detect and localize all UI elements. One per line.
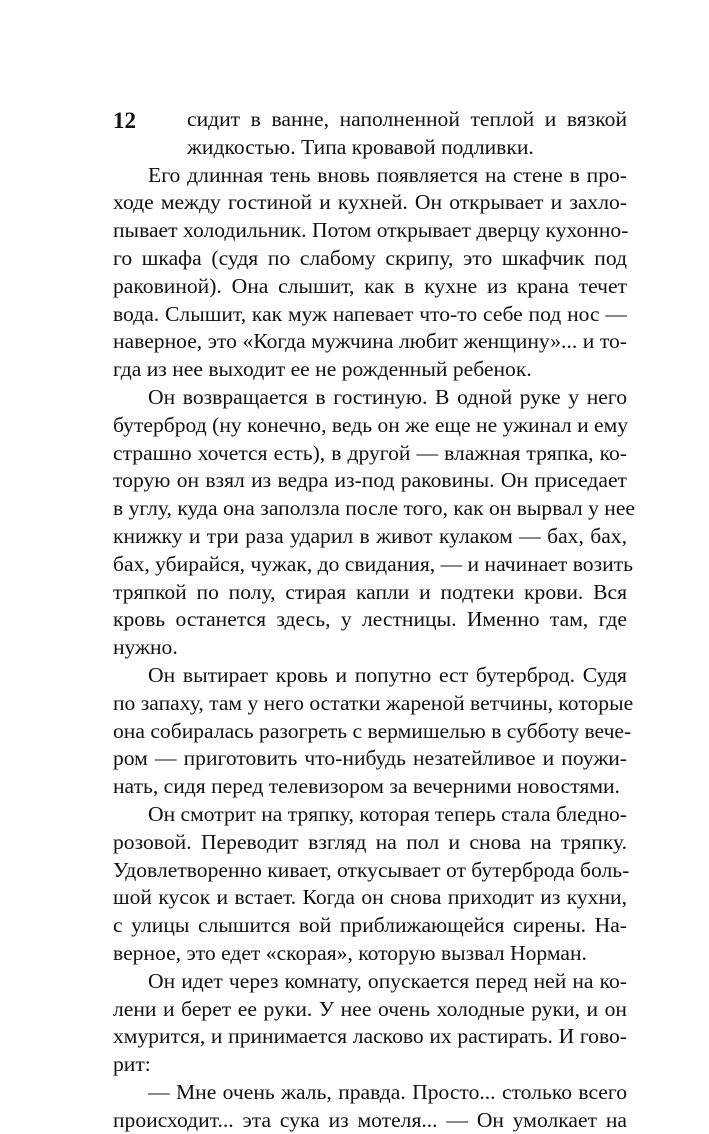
text-line: происходит... эта сука из мотеля... — Он умолкает на <box>113 1107 627 1132</box>
text-line: Его длинная тень вновь появляется на стене в про- <box>148 162 627 187</box>
text-line: сидит в ванне, наполненной теплой и вязкой <box>187 107 627 131</box>
text-line: Он смотрит на тряпку, которая теперь стала бледно- <box>148 801 627 826</box>
text-line: — Мне очень жаль, правда. Просто... столько всего <box>148 1079 627 1104</box>
text-line: жидкостью. Типа кровавой подливки. <box>187 134 534 159</box>
text-line: бутерброд (ну конечно, ведь он же еще не ужинал и ему <box>113 412 629 437</box>
page-number: 12 <box>113 108 136 133</box>
text-line: торую он взял из ведра из-под раковины. Он приседает <box>113 468 627 493</box>
body-text <box>113 106 636 1134</box>
text-line: пывает холодильник. Потом открывает дверцу кухонно- <box>113 218 629 243</box>
text-line: верное, это едет «скорая», которую вызвал Норман. <box>113 940 587 965</box>
text-line: раковиной). Она слышит, как в кухне из крана течет <box>113 273 627 298</box>
text-line: вода. Слышит, как муж напевает что-то себе под нос — <box>113 301 627 326</box>
text-line: Он идет через комнату, опускается перед ней на ко- <box>148 968 627 993</box>
text-line: нать, сидя перед телевизором за вечерними новостями. <box>113 774 620 799</box>
text-line: розовой. Переводит взгляд на пол и снова на тряпку. <box>113 829 627 854</box>
text-line: страшно хочется есть), в другой — влажная тряпка, ко- <box>113 440 627 465</box>
text-line: по запаху, там у него остатки жареной ветчины, которые <box>113 690 634 715</box>
text-line: рит: <box>113 1052 151 1077</box>
text-line: шой кусок и встает. Когда он снова приходит из кухни, <box>113 885 627 910</box>
text-line: ром — приготовить что-нибудь незатейливое и поужи- <box>113 746 627 771</box>
text-line: Он возвращается в гостиную. В одной руке у него <box>148 384 627 409</box>
text-line: наверное, это «Когда мужчина любит женщину»... и то- <box>113 329 627 354</box>
text-line: кровь останется здесь, у лестницы. Именно там, где <box>113 607 627 632</box>
text-line: гда из нее выходит ее не рожденный ребенок. <box>113 357 532 382</box>
text-line: Удовлетворенно кивает, откусывает от бутерброда боль- <box>113 857 630 882</box>
text-line: она собиралась разогреть с вермишелью в субботу вече- <box>113 718 632 743</box>
text-line: Он вытирает кровь и попутно ест бутерброд. Судя <box>148 662 627 687</box>
text-line: в углу, куда она заползла после того, как он вырвал у нее <box>113 496 636 521</box>
text-line: с улицы слышится вой приближающейся сирены. На- <box>113 913 627 938</box>
text-line: ходе между гостиной и кухней. Он открывает и захло- <box>113 190 627 215</box>
text-line: тряпкой по полу, стирая капли и подтеки крови. Вся <box>113 579 627 604</box>
text-line: хмурится, и принимается ласково их растирать. И гово- <box>113 1024 627 1049</box>
text-line: лени и берет ее руки. У нее очень холодные руки, и он <box>113 996 627 1021</box>
text-line: книжку и три раза ударил в живот кулаком — бах, бах, <box>113 523 627 548</box>
text-line: бах, убирайся, чужак, до свидания, — и начинает возить <box>113 551 633 576</box>
text-line: го шкафа (судя по слабому скрипу, это шкафчик под <box>113 245 627 270</box>
text-line: нужно. <box>113 635 178 660</box>
